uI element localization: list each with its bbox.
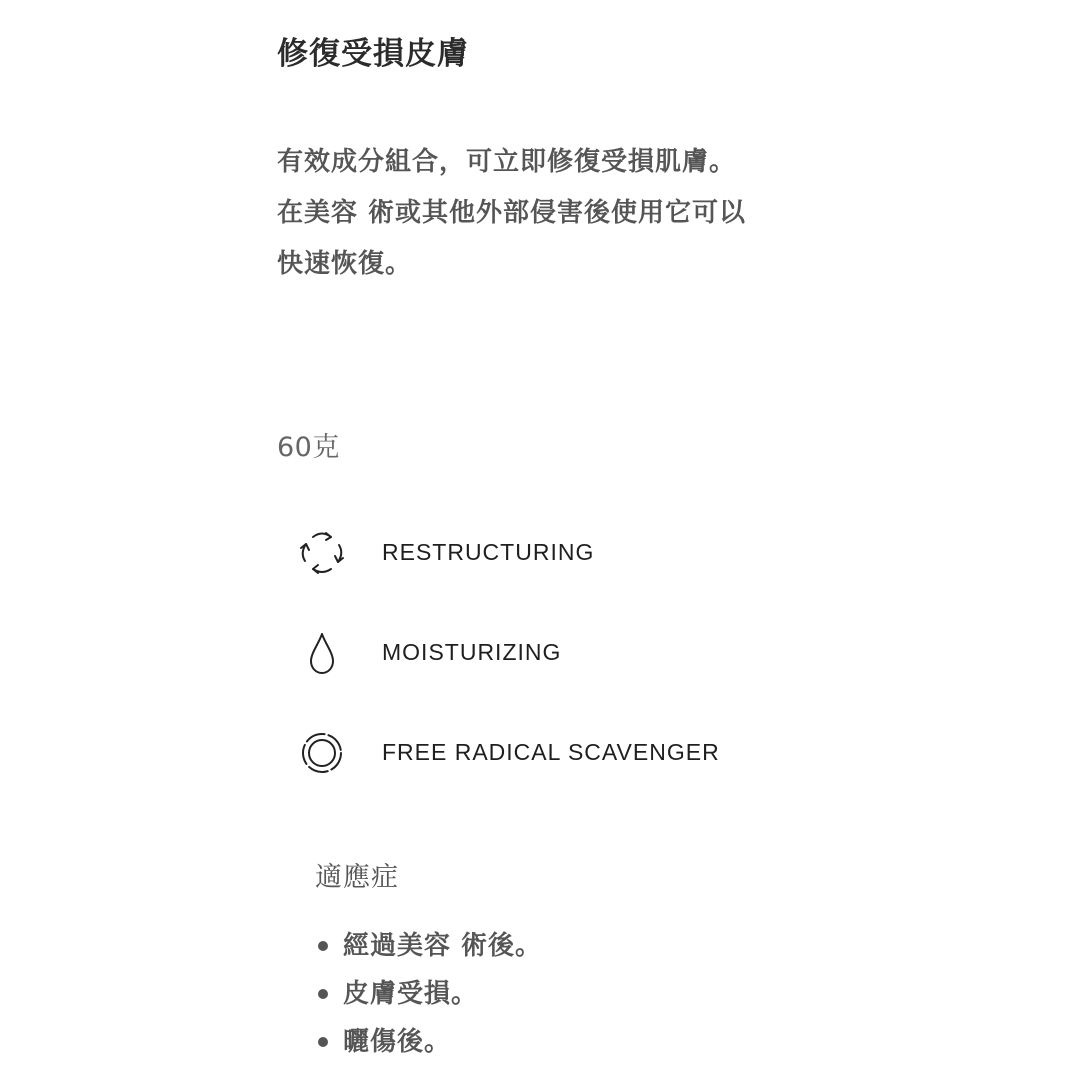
concentric-circle-icon <box>295 725 349 779</box>
bullet-icon <box>318 989 328 999</box>
indications-list <box>315 922 542 1066</box>
list-item-text: 經過美容 術後。 <box>343 931 543 961</box>
description-line: 在美容 術或其他外部侵害後使用它可以 <box>277 198 747 228</box>
list-item <box>315 1018 542 1066</box>
description-line: 有效成分組合，可立即修復受損肌膚。 <box>277 147 737 177</box>
feature-moisturizing <box>295 625 795 685</box>
indications-title: 適應症 <box>315 862 399 893</box>
product-weight: 60克 <box>277 432 340 463</box>
list-item-text: 皮膚受損。 <box>343 979 479 1009</box>
bullet-icon <box>318 1037 328 1047</box>
recycle-arrows-icon <box>295 525 349 579</box>
product-description <box>277 137 837 290</box>
feature-label: RESTRUCTURING <box>382 539 595 565</box>
bullet-icon <box>318 941 328 951</box>
feature-label: FREE RADICAL SCAVENGER <box>382 739 720 765</box>
feature-label: MOISTURIZING <box>382 639 562 665</box>
product-title: 修復受損皮膚 <box>277 36 469 72</box>
feature-restructuring <box>295 525 795 585</box>
water-drop-icon <box>295 625 349 679</box>
feature-free-radical-scavenger <box>295 725 795 785</box>
description-line: 快速恢復。 <box>277 249 413 279</box>
list-item-text: 曬傷後。 <box>343 1027 452 1057</box>
list-item <box>315 922 542 970</box>
list-item <box>315 970 542 1018</box>
